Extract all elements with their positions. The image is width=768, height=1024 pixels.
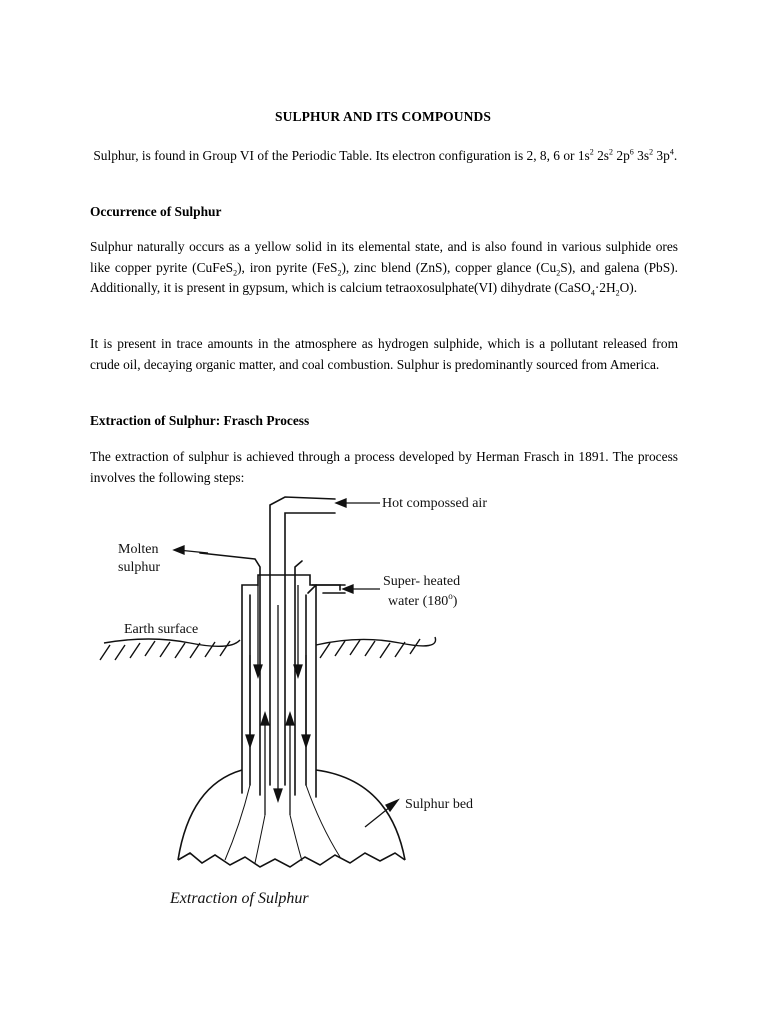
air-pipe: [270, 497, 335, 785]
occurrence-paragraph-1: Sulphur naturally occurs as a yellow solid in its elemental state, and is also found in various sulphide ores like copper pyrite (CuFeS$_2$), iron pyrite (FeS$_2$), zinc blend (ZnS), copper glance $(Cu_2S)$, and galena (PbS). Additionally, it is present in gypsum, which is calcium tetraoxosulphate(VI) dihydrate $(CaSO_4\cdot 2H_2O)$.: [90, 239, 678, 298]
label-sulphur-bed: Sulphur bed: [405, 797, 474, 812]
label-molten-line1: Molten: [118, 542, 159, 557]
figure-caption: Extraction of Sulphur: [170, 890, 309, 907]
frasch-process-diagram: [90, 485, 530, 915]
occurrence-paragraph-2: It is present in trace amounts in the atmosphere as hydrogen sulphide, which is a pollutant released from crude oil, decaying organic matter, and coal combustion. Sulphur is predominantly sourced from America.: [90, 336, 678, 372]
label-hot-air: Hot compossed air: [382, 496, 487, 511]
label-molten-line2: sulphur: [118, 560, 160, 575]
label-earth-surface: Earth surface: [124, 622, 199, 637]
sulphur-bed-right: [316, 770, 405, 860]
label-water-line1: Super- heated: [383, 574, 461, 589]
occurrence-heading: Occurrence of Sulphur: [90, 204, 222, 219]
label-water-line2: water (180$^o$): [388, 591, 458, 609]
extraction-paragraph: The extraction of sulphur is achieved through a process developed by Herman Frasch in 1891. The process involves the following steps:: [90, 449, 678, 485]
intro-paragraph: Sulphur, is found in Group VI of the Periodic Table. Its electron configuration is 2, 8, 6 or $1s^2$ $2s^2$ $2p^6$ $3s^2$ $3p^4$.: [93, 147, 678, 163]
outer-pipe: [242, 575, 316, 797]
extraction-heading: Extraction of Sulphur: Frasch Process: [90, 413, 310, 428]
molten-pipe: [200, 553, 260, 795]
page-title: SULPHUR AND ITS COMPOUNDS: [275, 109, 491, 124]
sulphur-bed-left: [178, 770, 242, 860]
